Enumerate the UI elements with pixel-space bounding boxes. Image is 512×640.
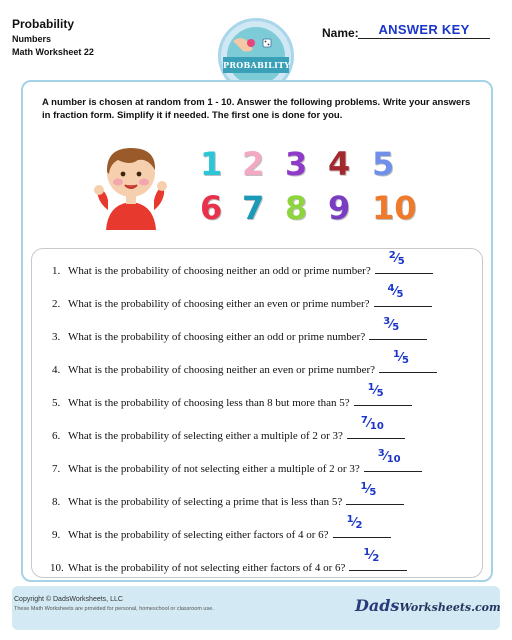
number-3: 3	[285, 145, 308, 183]
answer-line[interactable]	[374, 283, 432, 307]
question-number: 3.	[52, 331, 61, 343]
logo-text: PROBABILITY	[223, 57, 289, 73]
question-number: 1.	[52, 265, 61, 277]
footer-copyright: Copyright © DadsWorksheets, LLC	[14, 596, 123, 603]
number-5: 5	[372, 145, 395, 183]
answer-line[interactable]	[347, 415, 405, 439]
question-number: 4.	[52, 364, 61, 376]
answer-line[interactable]	[346, 481, 404, 505]
question-text: What is the probability of choosing neither an even or prime number?	[68, 364, 375, 376]
question-text: What is the probability of selecting either a multiple of 2 or 3?	[68, 430, 343, 442]
answer-fraction: 4⁄5	[387, 283, 404, 300]
question-text: What is the probability of choosing either an odd or prime number?	[68, 331, 366, 343]
question-text: What is the probability of not selecting either factors of 4 or 6?	[68, 562, 346, 574]
name-line	[358, 38, 490, 39]
question-text: What is the probability of not selecting either a multiple of 2 or 3?	[68, 463, 360, 475]
question-7	[52, 448, 422, 475]
question-number: 2.	[52, 298, 61, 310]
brand-logo[interactable]: DadsWorksheets.com	[355, 596, 501, 615]
hand-icon	[227, 27, 285, 85]
number-1: 1	[200, 145, 223, 183]
worksheet-number: Math Worksheet 22	[12, 47, 94, 57]
number-4: 4	[328, 145, 351, 183]
child-illustration	[92, 140, 170, 230]
logo-badge	[223, 27, 291, 85]
question-5	[52, 382, 412, 409]
answer-fraction: 1⁄2	[363, 547, 380, 564]
answer-fraction: 1⁄2	[346, 514, 363, 531]
answer-fraction: 3⁄10	[377, 448, 401, 465]
question-10	[50, 547, 407, 574]
footer-note: These Math Worksheets are provided for personal, homeschool or classroom use.	[14, 606, 214, 612]
question-6	[52, 415, 405, 442]
number-8: 8	[285, 189, 308, 227]
question-text: What is the probability of choosing either an even or prime number?	[68, 298, 370, 310]
question-text: What is the probability of selecting a prime that is less than 5?	[68, 496, 343, 508]
question-number: 9.	[52, 529, 61, 541]
answer-line[interactable]	[333, 514, 391, 538]
question-number: 10.	[50, 562, 64, 574]
answer-line[interactable]	[379, 349, 437, 373]
number-7: 7	[242, 189, 265, 227]
question-1	[52, 250, 433, 277]
answer-line[interactable]	[354, 382, 412, 406]
answer-fraction: 1⁄5	[393, 349, 409, 366]
question-8	[52, 481, 404, 508]
question-9	[52, 514, 391, 541]
answer-line[interactable]	[349, 547, 407, 571]
answer-fraction: 1⁄5	[360, 481, 377, 498]
answer-line[interactable]	[375, 250, 433, 274]
question-number: 8.	[52, 496, 61, 508]
question-number: 6.	[52, 430, 61, 442]
number-9: 9	[328, 189, 351, 227]
name-label: Name:	[322, 26, 359, 40]
question-2	[52, 283, 432, 310]
question-text: What is the probability of selecting either factors of 4 or 6?	[68, 529, 329, 541]
question-text: What is the probability of choosing less than 8 but more than 5?	[68, 397, 350, 409]
number-10: 10	[372, 189, 417, 227]
name-value: ANSWER KEY	[378, 22, 470, 37]
number-6: 6	[200, 189, 223, 227]
number-2: 2	[242, 145, 265, 183]
answer-fraction: 3⁄5	[383, 316, 400, 333]
question-text: What is the probability of choosing neither an odd or prime number?	[68, 265, 371, 277]
answer-line[interactable]	[369, 316, 427, 340]
question-number: 5.	[52, 397, 61, 409]
worksheet-title: Probability	[12, 17, 75, 31]
worksheet-topic: Numbers	[12, 34, 52, 44]
question-number: 7.	[52, 463, 61, 475]
question-3	[52, 316, 427, 343]
answer-fraction: 7⁄10	[360, 415, 384, 432]
instructions: A number is chosen at random from 1 - 10. Answer the following problems. Write your answers in fraction form. Simplify it if needed. The first one is done for you.	[42, 97, 471, 121]
answer-fraction: 1⁄5	[367, 382, 384, 399]
answer-fraction: 2⁄5	[388, 250, 405, 267]
answer-line[interactable]	[364, 448, 422, 472]
question-4	[52, 349, 437, 376]
